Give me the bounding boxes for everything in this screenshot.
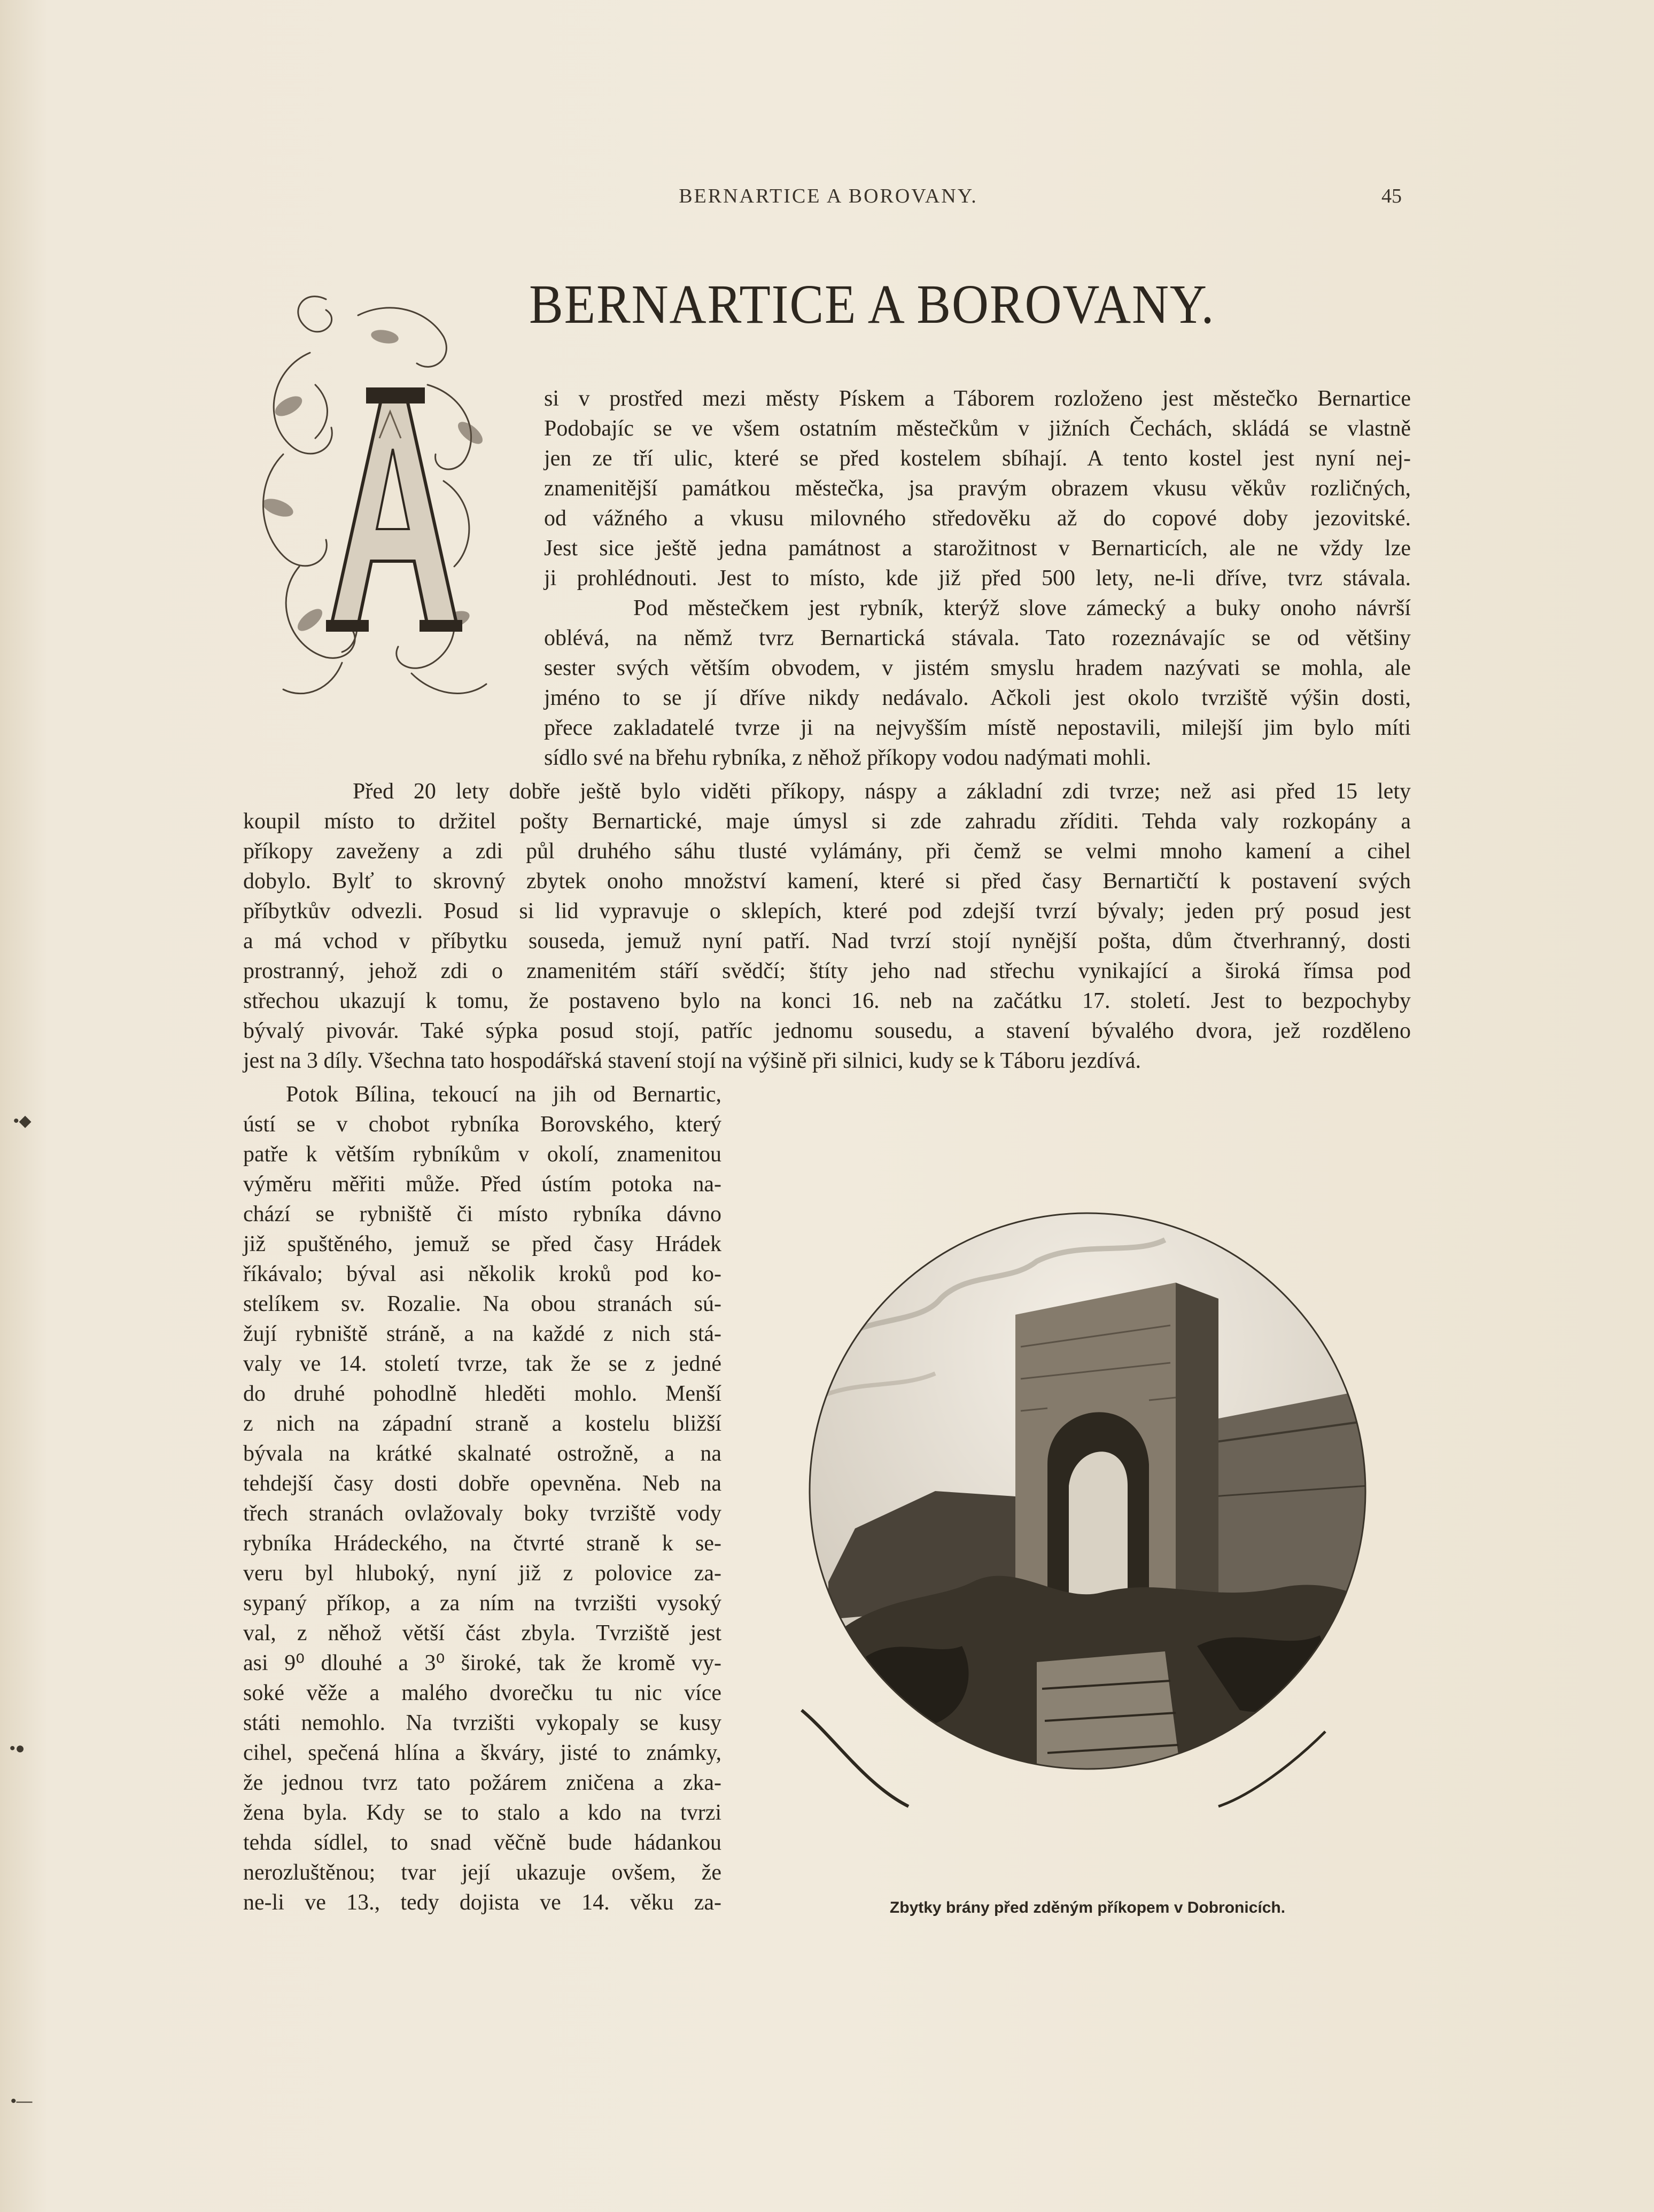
text-line: ne-li ve 13., tedy dojista ve 14. věku za- [243,1890,721,1915]
ornamental-initial-art [251,278,529,716]
ruined-gate-engraving [759,1122,1416,1871]
text-line: do druhé pohodlně hleděti mohlo. Menší [243,1381,721,1406]
text-line: jest na 3 díly. Všechna tato hospodářská stavení stojí na výšině při silnici, kudy se k Táboru jezdívá. [243,1049,1142,1073]
initial-letter-a-icon [326,387,462,632]
text-line: jméno to se jí dříve nikdy nedávalo. Ačkoli jest okolo tvrziště výšin dosti, [544,686,1411,710]
text-line: znamenitější památkou městečka, jsa pravým obrazem vkusu věkův rozličných, [544,476,1411,501]
text-line: ústí se v chobot rybníka Borovského, který [243,1112,721,1137]
article-title: BERNARTICE A BOROVANY. [529,274,1215,335]
text-line: již spuštěného, jemuž se před časy Hrádek [243,1232,721,1256]
text-line: ji prohlédnouti. Jest to místo, kde již před 500 lety, ne-li dříve, tvrz stávala. [544,566,1411,591]
text-line: sídlo své na břehu rybníka, z něhož příkopy vodou nadýmati mohli. [544,746,1152,770]
text-line: dobylo. Bylť to skrovný zbytek onoho množství kamení, které si před časy Bernartičtí k postavení svých [243,869,1411,894]
text-line: žují rybniště stráně, a na každé z nich stá- [243,1322,721,1346]
text-line: žena byla. Kdy se to stalo a kdo na tvrzi [243,1800,721,1825]
text-line: Podobajíc se ve všem ostatním městečkům v jižních Čechách, skládá se vlastně [544,416,1411,441]
text-line: valy ve 14. století tvrze, tak že se z jedné [243,1352,721,1376]
text-line: veru byl hluboký, nyní již z polovice za- [243,1561,721,1586]
text-line: rybníka Hrádeckého, na čtvrté straně k se- [243,1531,721,1556]
text-line: Potok Bílina, tekoucí na jih od Bernartic, [286,1082,721,1107]
text-line: si v prostřed mezi městy Pískem a Táborem rozloženo jest městečko Bernartice [544,386,1411,411]
text-line: oblévá, na němž tvrz Bernartická stávala. Tato rozeznávajíc se od většiny [544,626,1411,650]
text-line: val, z něhož větší část zbyla. Tvrziště jest [243,1621,721,1646]
text-line: nerozluštěnou; tvar její ukazuje ovšem, že [243,1860,721,1885]
text-line: sypaný příkop, a za ním na tvrzišti vysoký [243,1591,721,1616]
text-line: a má vchod v příbytku souseda, jemuž nyní patří. Nad tvrzí stojí nynější pošta, dům čtverhranný, dosti [243,929,1411,953]
text-line: od vážného a vkusu milovného středověku až do copové doby jezovitské. [544,506,1411,531]
margin-mark: •◆ [13,1112,32,1130]
text-line: že jednou tvrz tato požárem zničena a zka- [243,1771,721,1795]
text-line: asi 9⁰ dlouhé a 3⁰ široké, tak že kromě vy- [243,1651,721,1675]
text-line: bývalý pivovár. Také sýpka posud stojí, patříc jednomu sousedu, a stavení bývalého dvora, jež rozděleno [243,1019,1411,1043]
ornamental-initial [251,278,529,716]
text-line: patře k větším rybníkům v okolí, znamenitou [243,1142,721,1167]
text-line: sester svých větším obvodem, v jistém smyslu hradem nazývati se mohla, ale [544,656,1411,680]
text-line: střechou ukazují k tomu, že postaveno bylo na konci 16. neb na začátku 17. století. Jest to bezpochyby [243,989,1411,1013]
text-line: výměru měřiti může. Před ústím potoka na- [243,1172,721,1197]
text-line: Pod městečkem jest rybník, kterýž slove zámecký a buky onoho návrší [633,596,1411,620]
text-line: cihel, spečená hlína a škváry, jisté to známky, [243,1741,721,1765]
text-line: tehdejší časy dosti dobře opevněna. Neb na [243,1471,721,1496]
text-line: příkopy zaveženy a zdi půl druhého sáhu tlusté vylámány, při čemž se velmi mnoho kamení a cihel [243,839,1411,864]
engraving-illustration [759,1122,1416,1871]
margin-mark: •— [11,2092,33,2110]
figure-caption: Zbytky brány před zděným příkopem v Dobronicích. [889,1899,1286,1916]
text-line: státi nemohlo. Na tvrzišti vykopaly se kusy [243,1711,721,1735]
text-line: příbytkův odvezli. Posud si lid vypravuje o sklepích, které pod zdejší tvrzí bývaly; jeden prý posud jest [243,899,1411,923]
text-line: chází se rybniště či místo rybníka dávno [243,1202,721,1227]
text-line: Jest sice ještě jedna památnost a starožitnost v Bernarticích, ale ne vždy lze [544,536,1411,561]
text-line: říkávalo; býval asi několik kroků pod ko- [243,1262,721,1286]
text-line: stelíkem sv. Rozalie. Na obou stranách sú- [243,1292,721,1316]
text-line: bývala na krátké skalnaté ostrožně, a na [243,1441,721,1466]
running-head: BERNARTICE A BOROVANY. [679,185,978,207]
text-line: z nich na západní straně a kostelu bližší [243,1411,721,1436]
margin-mark: •● [10,1740,25,1757]
text-line: koupil místo to držitel pošty Bernartické, maje úmysl si zde zahradu zříditi. Tehda valy rozkopány a [243,809,1411,834]
text-line: soké věže a malého dvorečku tu nic více [243,1681,721,1705]
text-line: třech stranách ovlažovaly boky tvrziště vody [243,1501,721,1526]
text-line: Před 20 lety dobře ještě bylo viděti příkopy, náspy a základní zdi tvrze; než asi před 15 lety [353,779,1411,804]
text-line: přece zakladatelé tvrze ji na nejvyšším místě nepostavili, milejší jim bylo míti [544,716,1411,740]
text-line: tehda sídlel, to snad věčně bude hádankou [243,1830,721,1855]
page-number: 45 [1381,185,1402,207]
text-line: jen ze tří ulic, které se před kostelem sbíhají. A tento kostel jest nyní nej- [544,446,1411,471]
text-line: prostranný, jehož zdi o znamenitém stáří svědčí; štíty jeho nad střechu vynikající a široká římsa pod [243,959,1411,983]
